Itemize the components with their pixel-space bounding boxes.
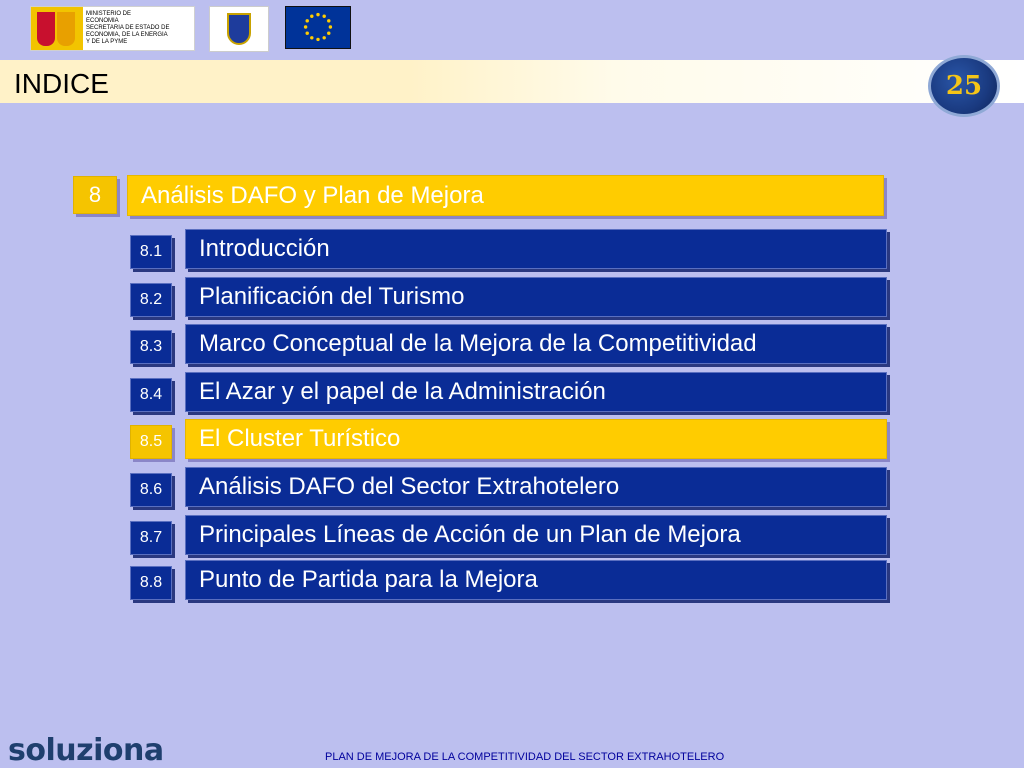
ministerio-economia-logo <box>30 6 195 51</box>
spain-coat-of-arms-icon <box>31 7 83 50</box>
item-label: Principales Líneas de Acción de un Plan de Mejora <box>199 521 741 548</box>
item-number-box[interactable] <box>130 473 172 507</box>
item-number: 8.1 <box>139 243 163 260</box>
title-bar <box>0 60 1024 103</box>
item-bar[interactable] <box>185 560 887 600</box>
ministerio-line: SECRETARIA DE ESTADO DE <box>86 25 170 31</box>
item-number-box[interactable] <box>130 378 172 412</box>
item-bar[interactable] <box>185 419 887 459</box>
eu-stars-icon <box>304 13 332 41</box>
soluziona-logo: soluziona <box>8 733 164 768</box>
item-label: Análisis DAFO del Sector Extrahotelero <box>199 473 620 500</box>
page-title: INDICE <box>14 68 109 99</box>
item-label: Introducción <box>199 235 330 262</box>
item-bar[interactable] <box>185 515 887 555</box>
canarias-shield-icon <box>227 13 251 45</box>
item-label: Punto de Partida para la Mejora <box>199 566 538 593</box>
section-title-label: Análisis DAFO y Plan de Mejora <box>141 181 484 209</box>
h25-anniversary-logo-icon <box>928 55 1000 117</box>
item-bar[interactable] <box>185 277 887 317</box>
section-number[interactable] <box>73 176 117 214</box>
item-number-box[interactable] <box>130 235 172 269</box>
item-number-box[interactable] <box>130 566 172 600</box>
item-number: 8.4 <box>139 386 163 403</box>
h25-logo-text: 25 <box>945 71 983 101</box>
item-bar[interactable] <box>185 229 887 269</box>
item-number: 8.3 <box>139 338 163 355</box>
section-number-label: 8 <box>88 182 102 207</box>
ministerio-logo-text <box>83 7 194 50</box>
item-number: 8.7 <box>139 529 163 546</box>
item-number: 8.8 <box>139 574 163 591</box>
item-label: Planificación del Turismo <box>199 283 465 310</box>
ministerio-line: ECONOMIA, DE LA ENERGIA <box>86 32 168 38</box>
item-number-box[interactable] <box>130 521 172 555</box>
item-number: 8.5 <box>139 433 163 450</box>
section-title-bar[interactable] <box>127 175 884 216</box>
item-bar[interactable] <box>185 324 887 364</box>
footer-caption: PLAN DE MEJORA DE LA COMPETITIVIDAD DEL SECTOR EXTRAHOTELERO <box>325 751 725 763</box>
item-bar[interactable] <box>185 467 887 507</box>
eu-flag-icon <box>285 6 351 49</box>
item-label: El Azar y el papel de la Administración <box>199 378 606 405</box>
item-bar[interactable] <box>185 372 887 412</box>
ministerio-line: ECONOMIA <box>86 18 119 24</box>
ministerio-line: Y DE LA PYME <box>86 39 128 45</box>
item-number: 8.6 <box>139 481 163 498</box>
ministerio-line: MINISTERIO DE <box>86 11 132 17</box>
item-number-box[interactable] <box>130 330 172 364</box>
item-number: 8.2 <box>139 291 163 308</box>
item-number-box[interactable] <box>130 283 172 317</box>
item-label: Marco Conceptual de la Mejora de la Competitividad <box>199 330 757 357</box>
item-number-box[interactable] <box>130 425 172 459</box>
item-label: El Cluster Turístico <box>199 425 401 452</box>
canarias-crest-icon <box>209 6 269 52</box>
